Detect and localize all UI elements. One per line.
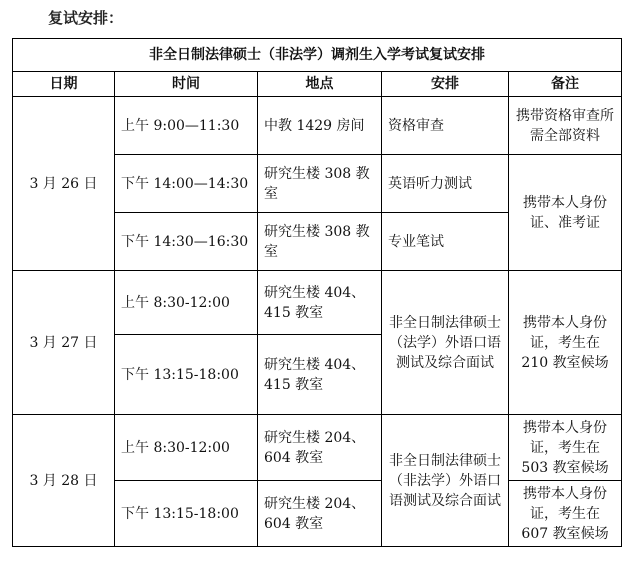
time-cell: 下午 13:15-18:00: [115, 335, 258, 415]
time-cell: 上午 9:00—11:30: [115, 97, 258, 155]
note-cell: 携带资格审查所需全部资料: [509, 97, 622, 155]
time-cell: 上午 8:30-12:00: [115, 271, 258, 335]
place-cell: 研究生楼 308 教室: [258, 155, 382, 213]
table-row: [13, 271, 622, 335]
time-cell: 上午 8:30-12:00: [115, 415, 258, 481]
header-time: 时间: [115, 72, 258, 97]
table-row: [13, 97, 622, 155]
place-cell: 研究生楼 404、415 教室: [258, 271, 382, 335]
place-cell: 中教 1429 房间: [258, 97, 382, 155]
note-cell: 携带本人身份证、准考证: [509, 155, 622, 271]
table-header-row: [13, 72, 622, 97]
place-cell: 研究生楼 204、604 教室: [258, 481, 382, 547]
table-title-row: [13, 39, 622, 72]
note-cell: 携带本人身份证，考生在 607 教室候场: [509, 481, 622, 547]
schedule-table: [12, 38, 622, 547]
time-cell: 下午 14:30—16:30: [115, 213, 258, 271]
arrangement-cell: 非全日制法律硕士（法学）外语口语测试及综合面试: [382, 271, 509, 415]
date-cell: 3 月 26 日: [13, 97, 115, 271]
place-cell: 研究生楼 308 教室: [258, 213, 382, 271]
place-cell: 研究生楼 404、415 教室: [258, 335, 382, 415]
place-cell: 研究生楼 204、604 教室: [258, 415, 382, 481]
table-title: 非全日制法律硕士（非法学）调剂生入学考试复试安排: [13, 39, 622, 72]
note-cell: 携带本人身份证，考生在 210 教室候场: [509, 271, 622, 415]
note-cell: 携带本人身份证，考生在 503 教室候场: [509, 415, 622, 481]
time-cell: 下午 13:15-18:00: [115, 481, 258, 547]
arrangement-cell: 英语听力测试: [382, 155, 509, 213]
date-cell: 3 月 28 日: [13, 415, 115, 547]
header-place: 地点: [258, 72, 382, 97]
time-cell: 下午 14:00—14:30: [115, 155, 258, 213]
arrangement-cell: 非全日制法律硕士（非法学）外语口语测试及综合面试: [382, 415, 509, 547]
header-note: 备注: [509, 72, 622, 97]
header-arrangement: 安排: [382, 72, 509, 97]
header-date: 日期: [13, 72, 115, 97]
arrangement-cell: 专业笔试: [382, 213, 509, 271]
table-row: [13, 415, 622, 481]
arrangement-cell: 资格审查: [382, 97, 509, 155]
section-heading: 复试安排：: [48, 9, 124, 27]
date-cell: 3 月 27 日: [13, 271, 115, 415]
